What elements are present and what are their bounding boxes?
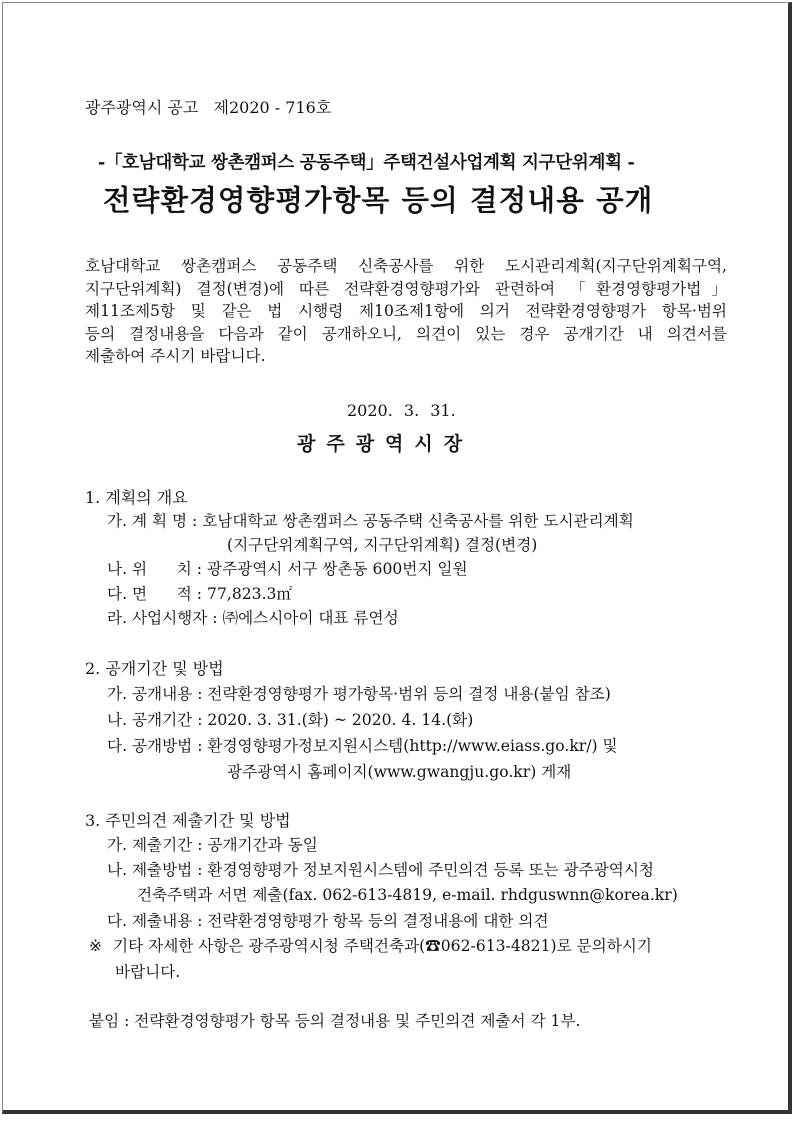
issuer-name: 광주광역시장 [297, 433, 474, 455]
plan-name-row [107, 509, 634, 531]
disclosure-content-row [107, 682, 611, 704]
intro-line: 제11조제5항 및 같은 법 시행령 제10조제1항에 의거 전략환경영향평가 항목·범위 [85, 302, 727, 320]
intro-line: 호남대학교 쌍촌캠퍼스 공동주택 신축공사를 위한 도시관리계획(지구단위계획구역, [85, 257, 727, 275]
note-continuation: 바랍니다. [115, 963, 181, 981]
row-label: 가. 계 획 명 : [107, 512, 198, 530]
row-label: 가. 공개내용 : [107, 685, 203, 703]
note-text: 기타 자세한 사항은 광주광역시청 주택건축과(☎062-613-4821)로 문의하시기 [113, 937, 652, 955]
notice-number: 광주광역시 공고 제2020 - 716호 [85, 98, 332, 117]
document-title: 전략환경영향평가항목 등의 결정내용 공개 [103, 183, 654, 217]
intro-paragraph [85, 255, 727, 368]
row-value: 2020. 3. 31.(화) ~ 2020. 4. 14.(화) [207, 711, 474, 729]
notice-date: 2020. 3. 31. [347, 401, 456, 420]
section-heading-opinion: 3. 주민의견 제출기간 및 방법 [85, 811, 291, 830]
submission-period-row [107, 833, 318, 855]
row-continuation: 광주광역시 홈페이지(www.gwangju.go.kr) 게재 [227, 763, 572, 781]
operator-row [107, 606, 399, 628]
row-label: 나. 위 치 : [107, 560, 203, 578]
row-label: 가. 제출기간 : [107, 836, 203, 854]
row-label: 다. 공개방법 : [107, 737, 203, 755]
row-label: 나. 공개기간 : [107, 711, 203, 729]
row-value: 공개기간과 동일 [207, 836, 318, 854]
disclosure-period-row [107, 708, 473, 730]
row-label: 다. 제출내용 : [107, 912, 203, 930]
note-line [89, 934, 652, 956]
document-subtitle: -「호남대학교 쌍촌캠퍼스 공동주택」주택건설사업계획 지구단위계획 - [98, 153, 635, 173]
row-label: 나. 제출방법 : [107, 861, 203, 879]
row-continuation: 건축주택과 서면 제출(fax. 062-613-4819, e-mail. rhdguswnn@korea.kr) [137, 886, 678, 904]
intro-line: 제출하여 주시기 바랍니다. [85, 347, 266, 365]
row-value: 환경영향평가 정보지원시스템에 주민의견 등록 또는 광주광역시청 [207, 861, 654, 879]
note-mark: ※ [89, 937, 103, 955]
intro-line: 지구단위계획) 결정(변경)에 따른 전략환경영향평가와 관련하여 「환경영향평가법」 [85, 279, 727, 298]
row-value: 환경영향평가정보지원시스템(http://www.eiass.go.kr/) 및 [207, 737, 618, 755]
row-value: ㈜에스시아이 대표 류연성 [222, 609, 399, 627]
row-label: 라. 사업시행자 : [107, 609, 218, 627]
section-heading-disclosure: 2. 공개기간 및 방법 [85, 659, 224, 678]
row-continuation: (지구단위계획구역, 지구단위계획) 결정(변경) [227, 536, 538, 554]
disclosure-method-row [107, 734, 618, 756]
section-heading-plan-overview: 1. 계획의 개요 [85, 488, 188, 507]
attachment-line: 붙임 : 전략환경영향평가 항목 등의 결정내용 및 주민의견 제출서 각 1부. [89, 1012, 581, 1030]
location-row [107, 557, 468, 579]
intro-line: 등의 결정내용을 다음과 같이 공개하오니, 의견이 있는 경우 공개기간 내 의견서를 [85, 324, 727, 343]
row-value: 광주광역시 서구 쌍촌동 600번지 일원 [207, 560, 468, 578]
document-page [2, 2, 792, 1114]
submission-content-row [107, 909, 549, 931]
area-row [107, 582, 292, 604]
row-value: 전략환경영향평가 항목 등의 결정내용에 대한 의견 [207, 912, 549, 930]
row-label: 다. 면 적 : [107, 585, 203, 603]
submission-method-row [107, 858, 654, 880]
row-value: 호남대학교 쌍촌캠퍼스 공동주택 신축공사를 위한 도시관리계획 [202, 512, 634, 530]
row-value: 77,823.3㎡ [207, 585, 293, 603]
row-value: 전략환경영향평가 평가항목·범위 등의 결정 내용(붙임 참조) [207, 685, 611, 703]
